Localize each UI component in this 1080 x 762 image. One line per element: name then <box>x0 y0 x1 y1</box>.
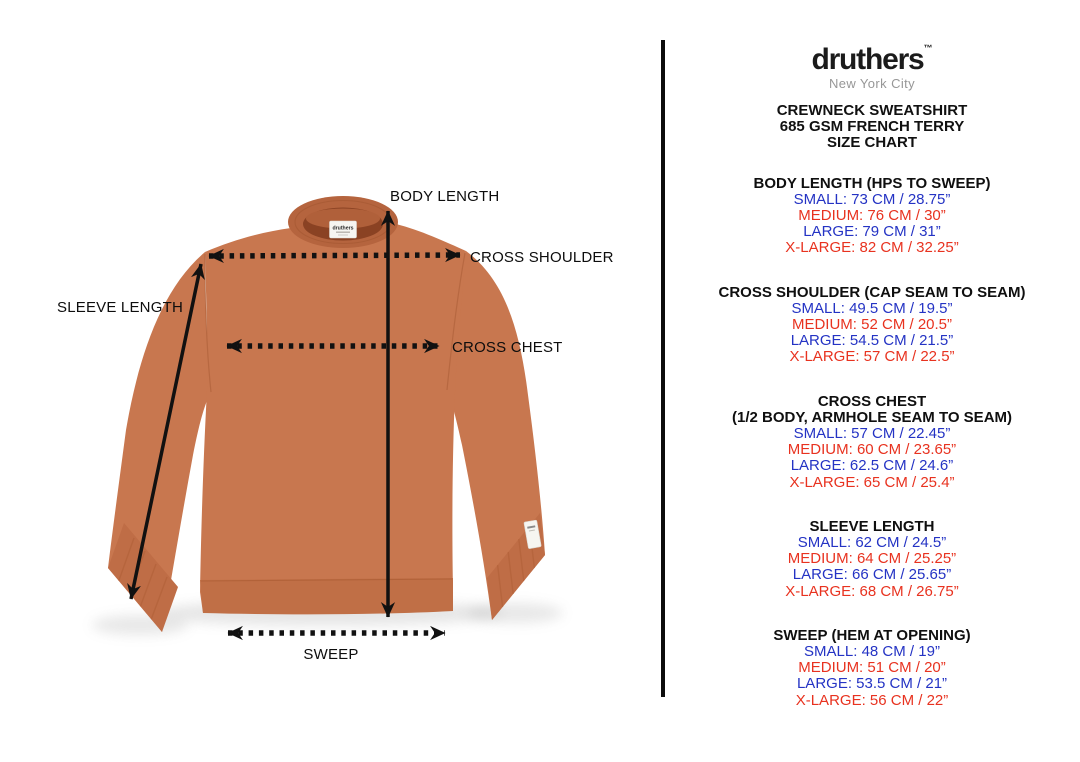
size-row-xlarge: X-LARGE: 56 CM / 22” <box>795 691 949 709</box>
size-row-medium: MEDIUM: 60 CM / 23.65” <box>787 441 957 459</box>
product-title-line2: 685 GSM FRENCH TERRY <box>779 118 965 136</box>
size-row-large: LARGE: 79 CM / 31” <box>803 223 941 241</box>
body-panel <box>200 224 466 613</box>
section-body-length <box>664 176 1080 257</box>
section-heading: SWEEP (HEM AT OPENING) <box>773 626 971 644</box>
size-row-medium: MEDIUM: 76 CM / 30” <box>798 207 946 225</box>
section-heading: CROSS SHOULDER (CAP SEAM TO SEAM) <box>718 283 1026 301</box>
section-heading: CROSS CHEST <box>817 392 927 410</box>
product-title-line1: CREWNECK SWEATSHIRT <box>776 102 968 119</box>
neck-tag-text: druthers <box>332 225 354 232</box>
size-rows <box>664 426 1080 491</box>
product-title <box>664 103 1080 152</box>
size-chart-panel <box>664 0 1080 709</box>
size-row-xlarge: X-LARGE: 68 CM / 26.75” <box>785 582 959 600</box>
size-row-medium: MEDIUM: 52 CM / 20.5” <box>791 316 953 334</box>
size-row-small: SMALL: 57 CM / 22.45” <box>793 425 951 443</box>
size-rows <box>664 535 1080 600</box>
size-row-small: SMALL: 49.5 CM / 19.5” <box>791 299 953 317</box>
size-row-small: SMALL: 62 CM / 24.5” <box>797 534 947 552</box>
size-row-large: LARGE: 62.5 CM / 24.6” <box>790 457 954 475</box>
section-sweep <box>664 628 1080 709</box>
size-row-medium: MEDIUM: 51 CM / 20” <box>798 659 946 677</box>
cross-chest-label: CROSS CHEST <box>452 339 563 356</box>
sweep-label: SWEEP <box>303 646 359 663</box>
sleeve-length-label: SLEEVE LENGTH <box>57 299 183 316</box>
trademark-symbol: ™ <box>923 43 933 53</box>
size-row-large: LARGE: 53.5 CM / 21” <box>796 675 948 693</box>
brand-tagline: New York City <box>828 76 916 91</box>
size-row-large: LARGE: 54.5 CM / 21.5” <box>790 332 954 350</box>
size-row-medium: MEDIUM: 64 CM / 25.25” <box>787 550 957 568</box>
size-row-large: LARGE: 66 CM / 25.65” <box>792 566 952 584</box>
hem-ribbing <box>200 578 453 614</box>
section-cross-shoulder <box>664 285 1080 366</box>
cross-shoulder-label: CROSS SHOULDER <box>470 249 614 266</box>
section-subheading: (1/2 BODY, ARMHOLE SEAM TO SEAM) <box>731 408 1013 426</box>
section-cross-chest <box>664 394 1080 491</box>
section-heading: SLEEVE LENGTH <box>809 517 935 535</box>
body-length-label: BODY LENGTH <box>390 188 500 205</box>
size-row-xlarge: X-LARGE: 65 CM / 25.4” <box>789 473 955 491</box>
size-rows <box>664 644 1080 709</box>
brand-logo <box>664 33 1080 75</box>
size-row-small: SMALL: 73 CM / 28.75” <box>793 190 951 208</box>
size-row-xlarge: X-LARGE: 82 CM / 32.25” <box>785 239 959 257</box>
product-title-line3: SIZE CHART <box>827 134 917 152</box>
size-row-small: SMALL: 48 CM / 19” <box>804 643 940 661</box>
section-sleeve-length <box>664 519 1080 600</box>
size-rows <box>664 301 1080 366</box>
brand-name: druthers <box>811 43 924 76</box>
neck-tag <box>330 221 357 238</box>
size-row-xlarge: X-LARGE: 57 CM / 22.5” <box>789 348 955 366</box>
size-rows <box>664 192 1080 257</box>
collar <box>288 196 398 248</box>
section-heading: BODY LENGTH (HPS TO SWEEP) <box>753 174 991 192</box>
